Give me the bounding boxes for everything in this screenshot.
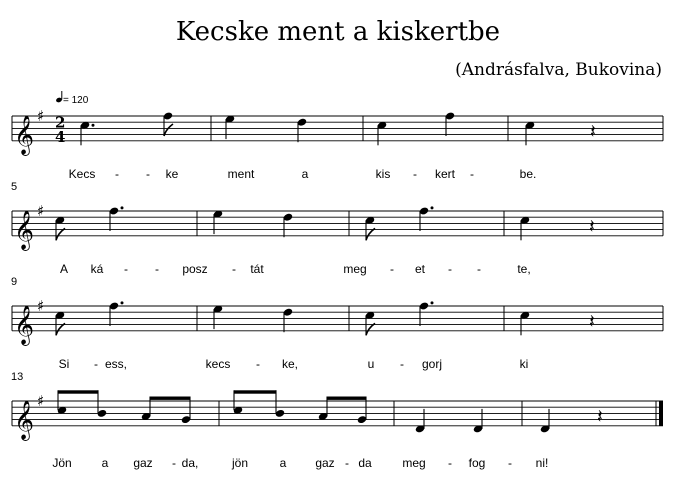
lyric-syllable: Si xyxy=(58,357,70,371)
sharp-icon: ♯ xyxy=(37,297,45,315)
lyric-syllable: u xyxy=(367,357,375,371)
staff-system xyxy=(11,276,663,371)
lyric-syllable: da xyxy=(358,456,372,470)
lyric-syllable: gorj xyxy=(421,357,443,371)
beam xyxy=(234,390,277,393)
beam xyxy=(327,397,367,400)
beam xyxy=(150,397,191,400)
lyric-syllable: - xyxy=(232,262,236,276)
lyric-syllable: ki xyxy=(519,357,529,371)
lyric-syllable: ká xyxy=(90,262,104,276)
lyric-syllable: ess, xyxy=(104,357,128,371)
music-systems xyxy=(11,107,663,470)
lyric-syllable: - xyxy=(470,167,474,181)
eighth-flag xyxy=(56,323,65,335)
lyric-syllable: kecs xyxy=(205,357,231,371)
lyric-syllable: - xyxy=(172,456,176,470)
measure-number: 9 xyxy=(11,276,18,288)
tempo-value: = 120 xyxy=(63,95,89,106)
treble-clef-icon: 𝄞 xyxy=(14,304,35,345)
lyric-syllable: tát xyxy=(250,262,264,276)
lyric-syllable: - xyxy=(124,262,128,276)
augmentation-dot xyxy=(92,124,95,127)
lyric-syllable: - xyxy=(508,456,512,470)
lyric-syllable: meg xyxy=(402,456,426,470)
lyric-syllable: gaz xyxy=(315,456,335,470)
beam xyxy=(58,390,99,393)
lyric-syllable: - xyxy=(146,167,150,181)
treble-clef-icon: 𝄞 xyxy=(14,114,35,155)
lyric-syllable: - xyxy=(115,167,119,181)
augmentation-dot xyxy=(431,301,434,304)
lyric-syllable: Kecs xyxy=(68,167,96,181)
measure-number: 5 xyxy=(11,181,18,193)
lyric-syllable: - xyxy=(345,456,349,470)
lyric-syllable: - xyxy=(448,262,452,276)
sharp-icon: ♯ xyxy=(37,107,45,125)
eighth-flag xyxy=(366,323,375,335)
final-barline-thick xyxy=(659,401,663,426)
augmentation-dot xyxy=(121,301,124,304)
lyric-syllable: ment xyxy=(227,167,255,181)
lyric-syllable: fog xyxy=(468,456,486,470)
lyric-syllable: - xyxy=(477,262,481,276)
staff-system xyxy=(11,181,663,276)
lyric-syllable: da, xyxy=(181,456,199,470)
lyric-syllable: gaz xyxy=(133,456,153,470)
lyric-syllable: ni! xyxy=(535,456,549,470)
lyric-syllable: jön xyxy=(231,456,249,470)
lyric-syllable: - xyxy=(448,456,452,470)
quarter-rest-icon: 𝄽 xyxy=(589,215,595,238)
lyric-syllable: A xyxy=(59,262,69,276)
score-title: Kecske ment a kiskertbe xyxy=(175,17,501,47)
lyric-syllable: ke xyxy=(165,167,179,181)
lyric-syllable: kis xyxy=(375,167,391,181)
lyric-syllable: be. xyxy=(519,167,537,181)
lyric-syllable: a xyxy=(301,167,309,181)
lyric-syllable: te, xyxy=(517,262,531,276)
lyric-syllable: - xyxy=(390,262,394,276)
lyric-syllable: - xyxy=(94,357,98,371)
lyric-syllable: - xyxy=(256,357,260,371)
augmentation-dot xyxy=(431,206,434,209)
measure-number: 13 xyxy=(11,371,24,383)
eighth-flag xyxy=(56,228,65,240)
time-signature-top: 2 xyxy=(55,113,66,132)
time-signature-bottom: 4 xyxy=(55,127,66,146)
treble-clef-icon: 𝄞 xyxy=(14,399,35,440)
lyric-syllable: et xyxy=(414,262,426,276)
lyric-syllable: meg xyxy=(343,262,367,276)
quarter-rest-icon: 𝄽 xyxy=(589,310,595,333)
staff-system xyxy=(11,371,663,470)
lyric-syllable: posz xyxy=(182,262,208,276)
lyric-syllable: a xyxy=(101,456,109,470)
staff-system xyxy=(12,107,663,181)
lyric-syllable: - xyxy=(155,262,159,276)
sharp-icon: ♯ xyxy=(37,202,45,220)
lyric-syllable: ke, xyxy=(281,357,299,371)
quarter-rest-icon: 𝄽 xyxy=(597,405,603,428)
lyric-syllable: Jön xyxy=(52,456,72,470)
lyric-syllable: - xyxy=(413,167,417,181)
treble-clef-icon: 𝄞 xyxy=(14,209,35,250)
augmentation-dot xyxy=(121,206,124,209)
sharp-icon: ♯ xyxy=(37,392,45,410)
lyric-syllable: a xyxy=(279,456,287,470)
quarter-rest-icon: 𝄽 xyxy=(590,120,596,143)
eighth-flag xyxy=(366,228,375,240)
lyric-syllable: kert xyxy=(434,167,456,181)
lyric-syllable: - xyxy=(400,357,404,371)
score-subtitle: (Andrásfalva, Bukovina) xyxy=(455,60,662,80)
tempo-marking xyxy=(55,91,88,106)
